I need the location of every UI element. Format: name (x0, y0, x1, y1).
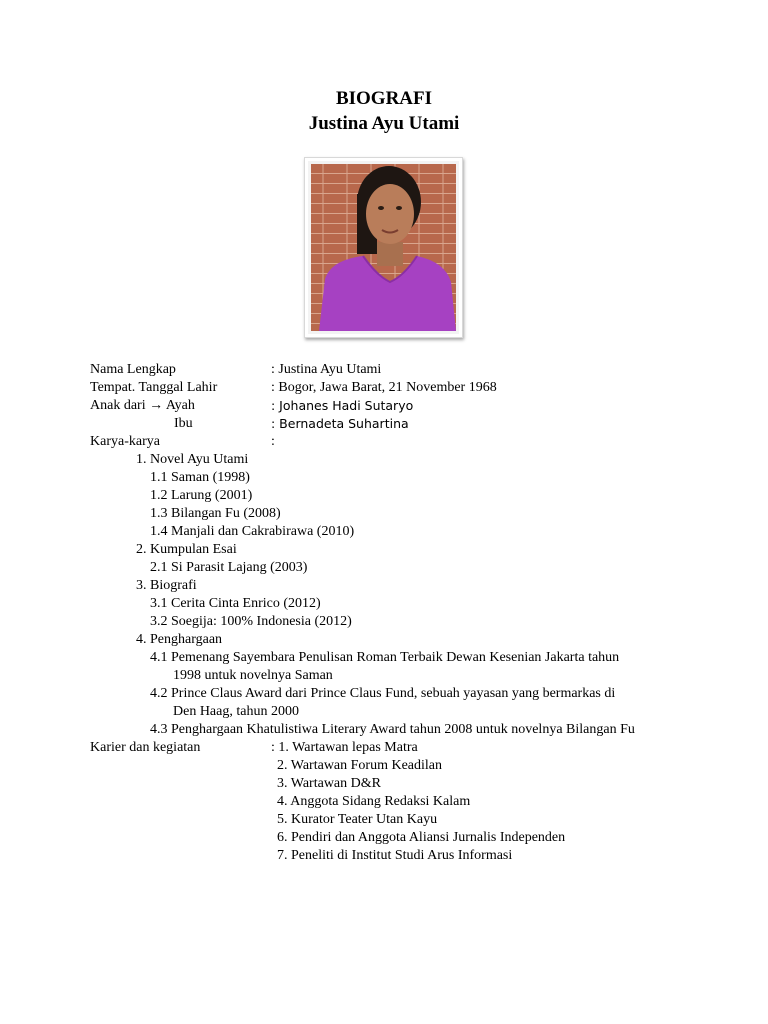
list-item: 1.1 Saman (1998) (150, 470, 250, 485)
full-name-label: Nama Lengkap (90, 362, 176, 377)
portrait-illustration (311, 164, 456, 331)
career-item: 6. Pendiri dan Anggota Aliansi Jurnalis Independen (277, 830, 566, 845)
list-item: 4.2 Prince Claus Award dari Prince Claus Fund, sebuah yayasan yang bermarkas di (150, 686, 616, 701)
list-item: 4.3 Penghargaan Khatulistiwa Literary Award tahun 2008 untuk novelnya Bilangan Fu (150, 722, 635, 737)
essay-heading: 2. Kumpulan Esai (136, 542, 237, 557)
award-heading: 4. Penghargaan (136, 632, 223, 647)
career-item: 3. Wartawan D&R (277, 776, 381, 791)
list-item: 4.1 Pemenang Sayembara Penulisan Roman Terbaik Dewan Kesenian Jakarta tahun (150, 650, 620, 665)
career-item: : 1. Wartawan lepas Matra (271, 740, 418, 755)
birth-value: : Bogor, Jawa Barat, 21 November 1968 (271, 380, 497, 395)
works-colon: : (271, 434, 275, 449)
photo-frame (304, 157, 463, 338)
list-item: 1.2 Larung (2001) (150, 488, 253, 503)
list-item: 1.3 Bilangan Fu (2008) (150, 506, 281, 521)
list-item-continuation: Den Haag, tahun 2000 (173, 704, 299, 719)
list-item: 3.2 Soegija: 100% Indonesia (2012) (150, 614, 352, 629)
list-item: 2.1 Si Parasit Lajang (2003) (150, 560, 308, 575)
works-label: Karya-karya (90, 434, 160, 449)
career-label: Karier dan kegiatan (90, 740, 201, 755)
mother-label: Ibu (174, 416, 193, 431)
career-item: 5. Kurator Teater Utan Kayu (277, 812, 438, 827)
career-item: 4. Anggota Sidang Redaksi Kalam (277, 794, 471, 809)
full-name-value: : Justina Ayu Utami (271, 362, 382, 377)
portrait-photo (311, 164, 456, 331)
novel-heading: 1. Novel Ayu Utami (136, 452, 249, 467)
birth-label: Tempat. Tanggal Lahir (90, 380, 218, 395)
person-name: Justina Ayu Utami (308, 113, 460, 134)
list-item: 3.1 Cerita Cinta Enrico (2012) (150, 596, 321, 611)
career-item: 2. Wartawan Forum Keadilan (277, 758, 443, 773)
page-title: BIOGRAFI (335, 88, 433, 109)
list-item: 1.4 Manjali dan Cakrabirawa (2010) (150, 524, 355, 539)
father-value: : Johanes Hadi Sutaryo (271, 398, 414, 413)
career-item: 7. Peneliti di Institut Studi Arus Informasi (277, 848, 513, 863)
list-item-continuation: 1998 untuk novelnya Saman (173, 668, 333, 683)
biography-heading: 3. Biografi (136, 578, 197, 593)
mother-value: : Bernadeta Suhartina (271, 416, 409, 431)
father-label: Anak dari → Ayah (90, 398, 195, 413)
